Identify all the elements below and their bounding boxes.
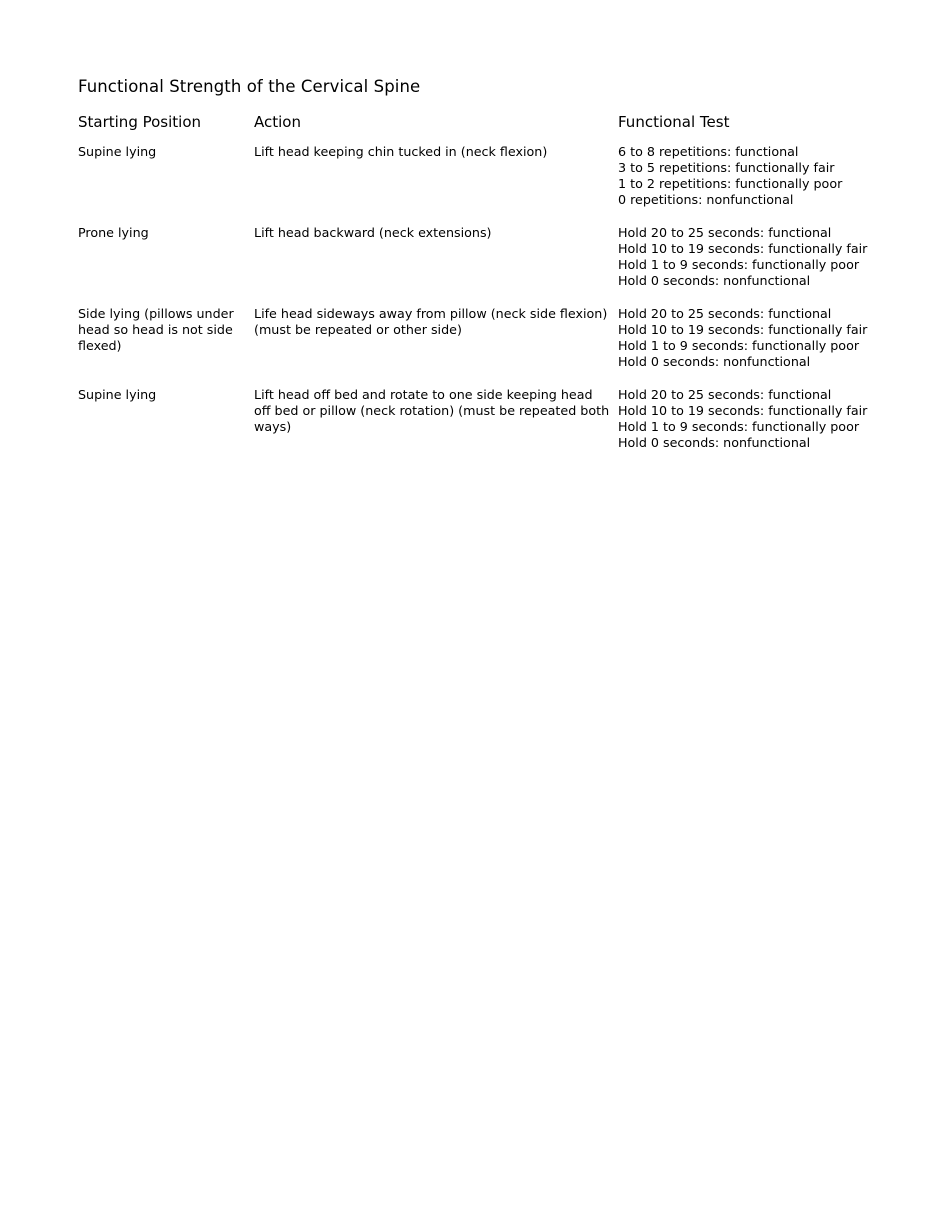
test-result-line: Hold 20 to 25 seconds: functional: [618, 225, 832, 240]
page-title: Functional Strength of the Cervical Spine: [78, 77, 421, 96]
test-result-line: Hold 0 seconds: nonfunctional: [618, 354, 811, 369]
table-header-row: [78, 112, 868, 144]
functional-test-cell: [618, 306, 868, 387]
table-row: [78, 225, 868, 306]
test-result-line: Hold 0 seconds: nonfunctional: [618, 273, 811, 288]
test-result-line: 1 to 2 repetitions: functionally poor: [618, 176, 843, 191]
header-starting-position: Starting Position: [78, 113, 202, 131]
action-cell: Life head sideways away from pillow (neck side flexion) (must be repeated or other side): [254, 306, 608, 337]
action-cell: Lift head backward (neck extensions): [254, 225, 492, 240]
test-result-line: 0 repetitions: nonfunctional: [618, 192, 794, 207]
test-result-line: Hold 20 to 25 seconds: functional: [618, 387, 832, 402]
table-row: [78, 306, 868, 387]
test-result-line: Hold 1 to 9 seconds: functionally poor: [618, 257, 860, 272]
test-result-line: Hold 10 to 19 seconds: functionally fair: [618, 322, 868, 337]
document-page: [78, 76, 878, 468]
table-row: [78, 144, 868, 225]
header-action: Action: [254, 113, 301, 131]
test-result-line: Hold 1 to 9 seconds: functionally poor: [618, 419, 860, 434]
test-result-line: Hold 1 to 9 seconds: functionally poor: [618, 338, 860, 353]
test-result-line: Hold 10 to 19 seconds: functionally fair: [618, 403, 868, 418]
test-result-line: Hold 0 seconds: nonfunctional: [618, 435, 811, 450]
test-result-line: 6 to 8 repetitions: functional: [618, 144, 799, 159]
starting-position-cell: Supine lying: [78, 387, 157, 402]
starting-position-cell: Side lying (pillows under head so head is not side flexed): [78, 306, 234, 353]
test-result-line: Hold 10 to 19 seconds: functionally fair: [618, 241, 868, 256]
action-cell: Lift head off bed and rotate to one side keeping head off bed or pillow (neck rotation) (must be repeated both ways): [254, 387, 610, 434]
test-result-line: Hold 20 to 25 seconds: functional: [618, 306, 832, 321]
header-functional-test: Functional Test: [618, 113, 730, 131]
functional-test-cell: [618, 144, 868, 225]
action-cell: Lift head keeping chin tucked in (neck flexion): [254, 144, 548, 159]
functional-test-cell: [618, 387, 868, 468]
test-result-line: 3 to 5 repetitions: functionally fair: [618, 160, 835, 175]
starting-position-cell: Supine lying: [78, 144, 157, 159]
starting-position-cell: Prone lying: [78, 225, 149, 240]
functional-test-cell: [618, 225, 868, 306]
strength-table: [78, 112, 868, 468]
table-row: [78, 387, 868, 468]
